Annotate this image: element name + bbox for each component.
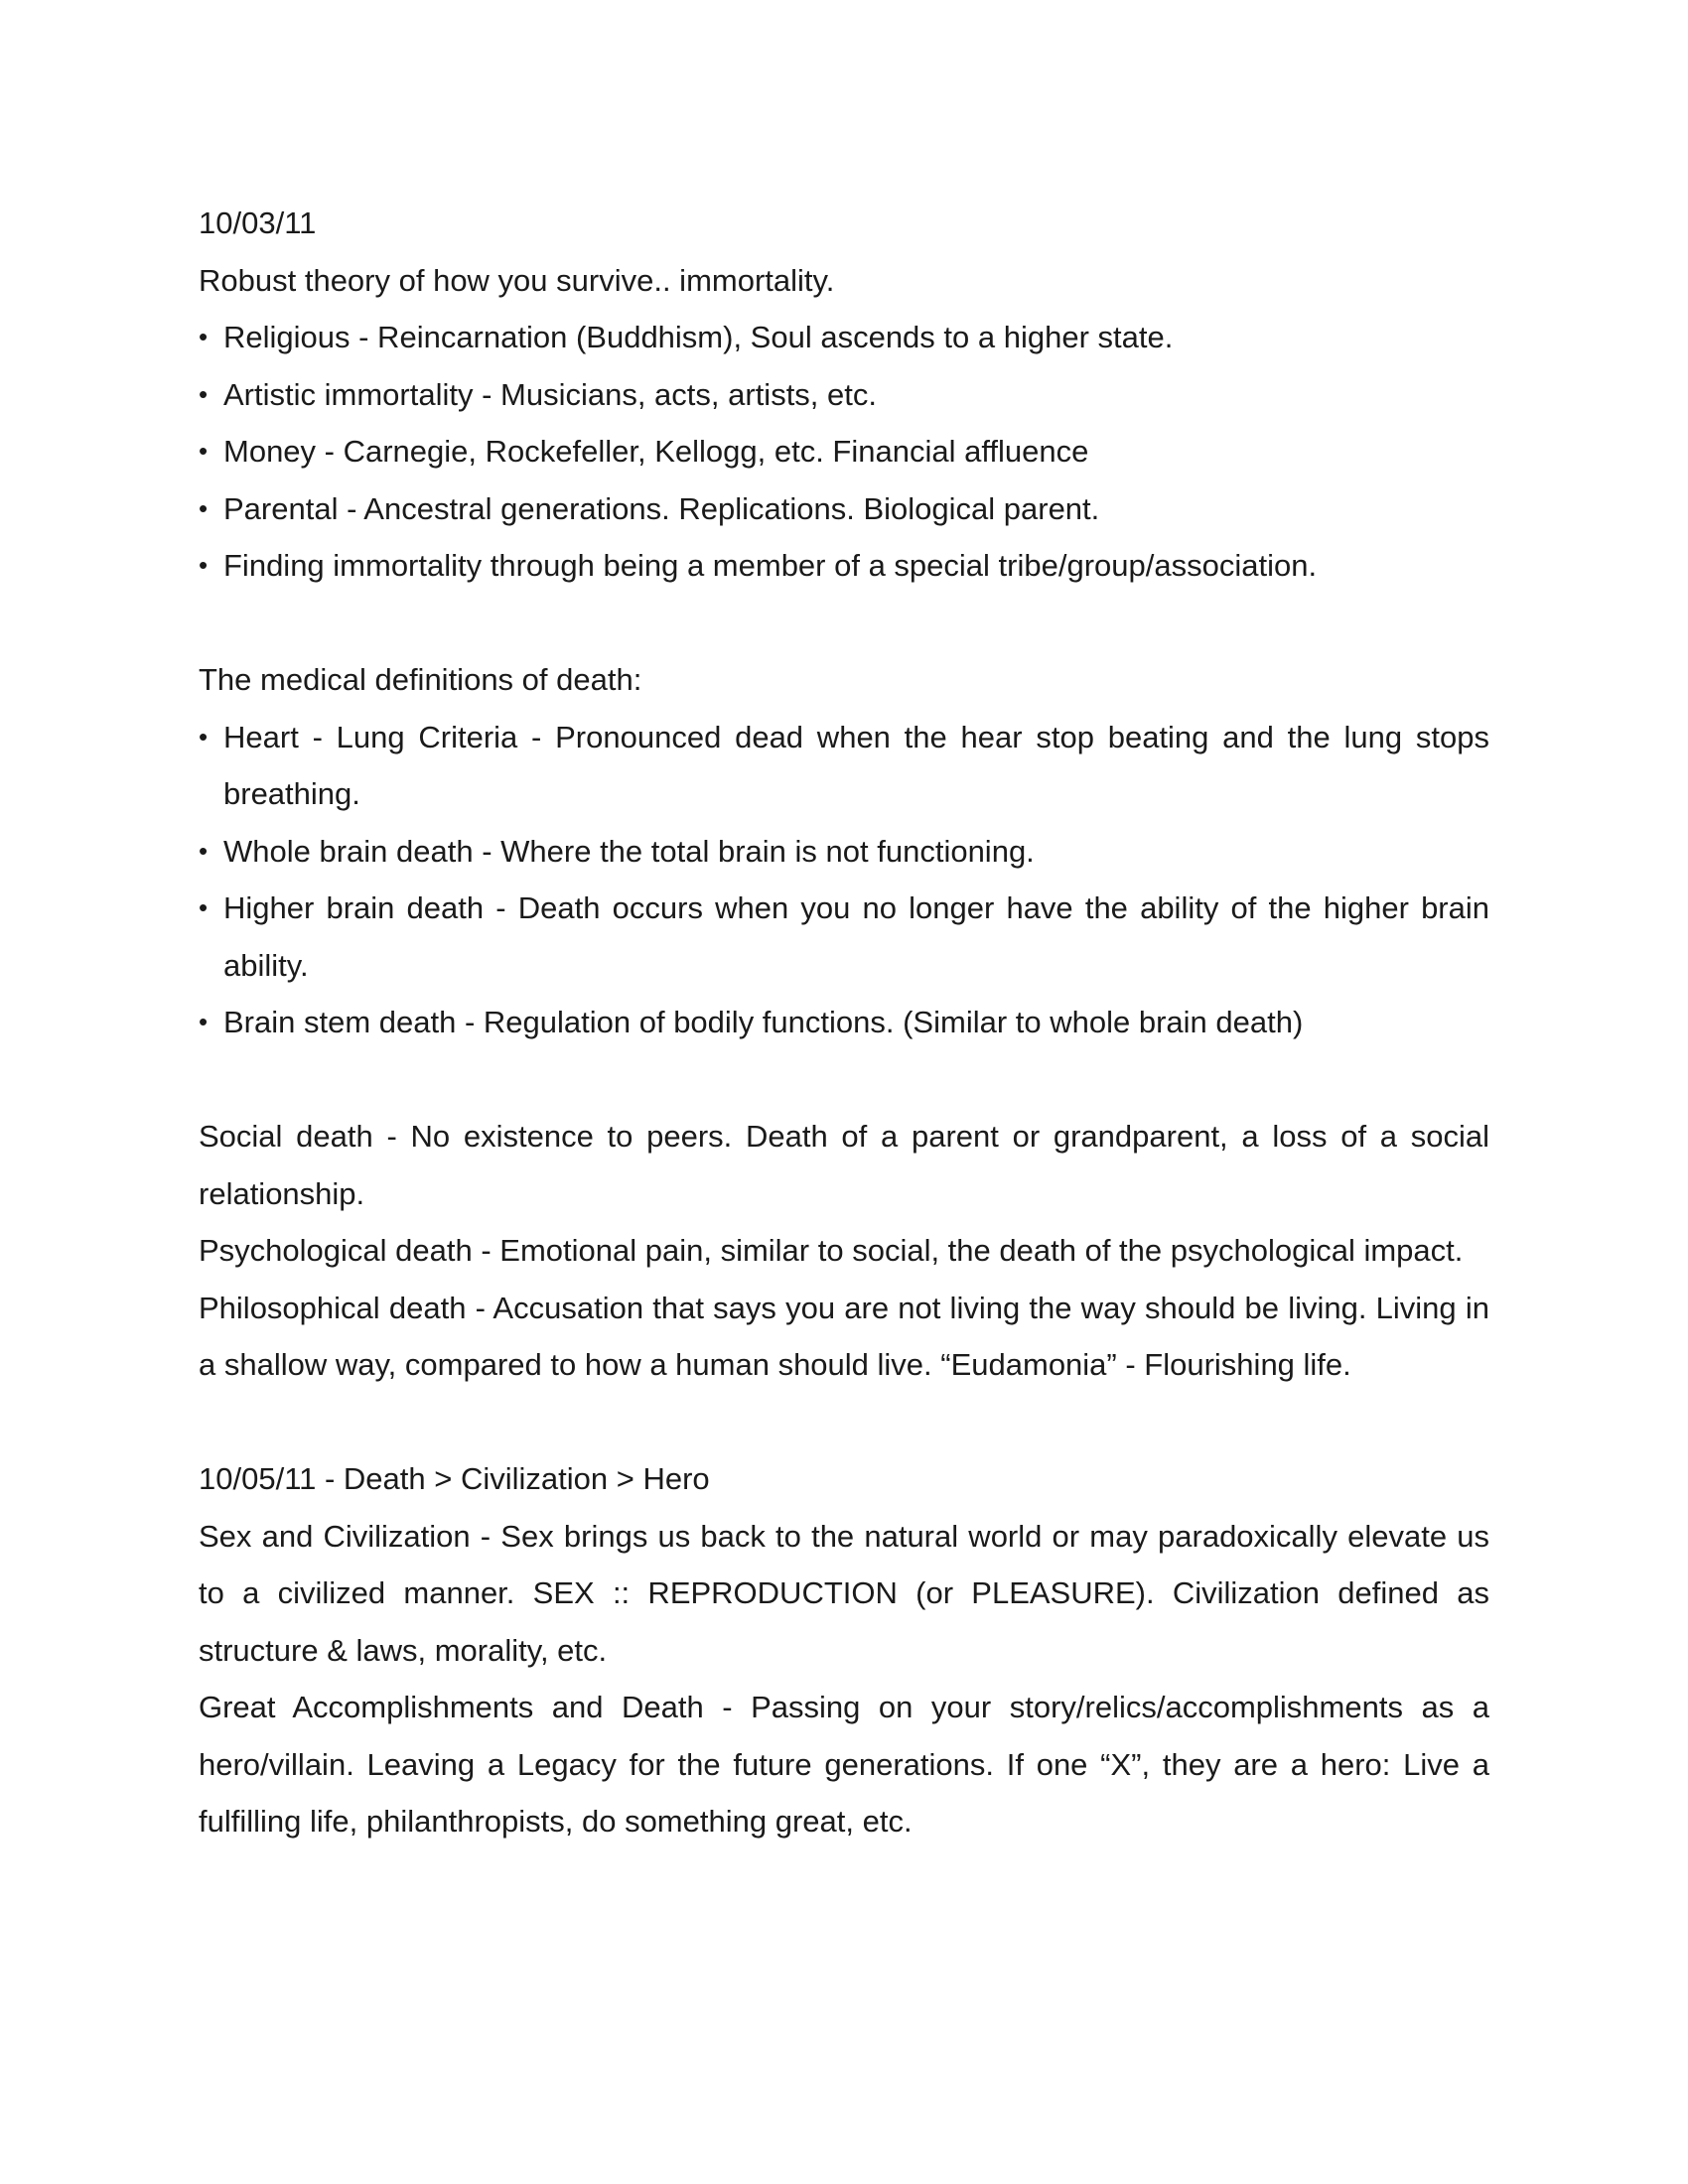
intro-text: Robust theory of how you survive.. immortality.: [199, 262, 835, 298]
list-item: • Finding immortality through being a member of a special tribe/group/association.: [199, 537, 1489, 595]
list-item: • Artistic immortality - Musicians, acts, artists, etc.: [199, 366, 1489, 424]
spacer: [199, 595, 1489, 652]
document-page: [199, 195, 1489, 1850]
list-item: • Heart - Lung Criteria - Pronounced dead when the hear stop beating and the lung stops breathing.: [199, 709, 1489, 823]
paragraph: Social death - No existence to peers. Death of a parent or grandparent, a loss of a social relationship.: [199, 1119, 1489, 1211]
list-item: • Brain stem death - Regulation of bodily functions. (Similar to whole brain death): [199, 994, 1489, 1051]
immortality-list: [199, 309, 1489, 595]
paragraph: Great Accomplishments and Death - Passing on your story/relics/accomplishments as a hero/villain. Leaving a Legacy for the future generations. If one “X”, they are a hero: Live a fulfilling life, philanthropists, do something great, etc.: [199, 1690, 1489, 1839]
spacer: [199, 1394, 1489, 1451]
spacer: [199, 1051, 1489, 1109]
date-heading: 10/03/11: [199, 205, 317, 240]
list-item: • Money - Carnegie, Rockefeller, Kellogg, etc. Financial affluence: [199, 423, 1489, 480]
paragraph: Psychological death - Emotional pain, similar to social, the death of the psychological impact.: [199, 1233, 1464, 1268]
list-item: • Religious - Reincarnation (Buddhism), Soul ascends to a higher state.: [199, 309, 1489, 366]
death-definitions-list: [199, 709, 1489, 1051]
paragraph: Philosophical death - Accusation that says you are not living the way should be living. Living in a shallow way, compared to how a human should live. “Eudamonia” - Flourishing life.: [199, 1290, 1489, 1382]
section-heading: 10/05/11 - Death > Civilization > Hero: [199, 1461, 710, 1496]
section-heading: The medical definitions of death:: [199, 662, 642, 697]
list-item: • Higher brain death - Death occurs when you no longer have the ability of the higher brain ability.: [199, 880, 1489, 994]
list-item: • Whole brain death - Where the total brain is not functioning.: [199, 823, 1489, 881]
list-item: • Parental - Ancestral generations. Replications. Biological parent.: [199, 480, 1489, 538]
paragraph: Sex and Civilization - Sex brings us back to the natural world or may paradoxically elevate us to a civilized manner. SEX :: REPRODUCTION (or PLEASURE). Civilization defined as structure & laws, morality, etc.: [199, 1518, 1489, 1668]
